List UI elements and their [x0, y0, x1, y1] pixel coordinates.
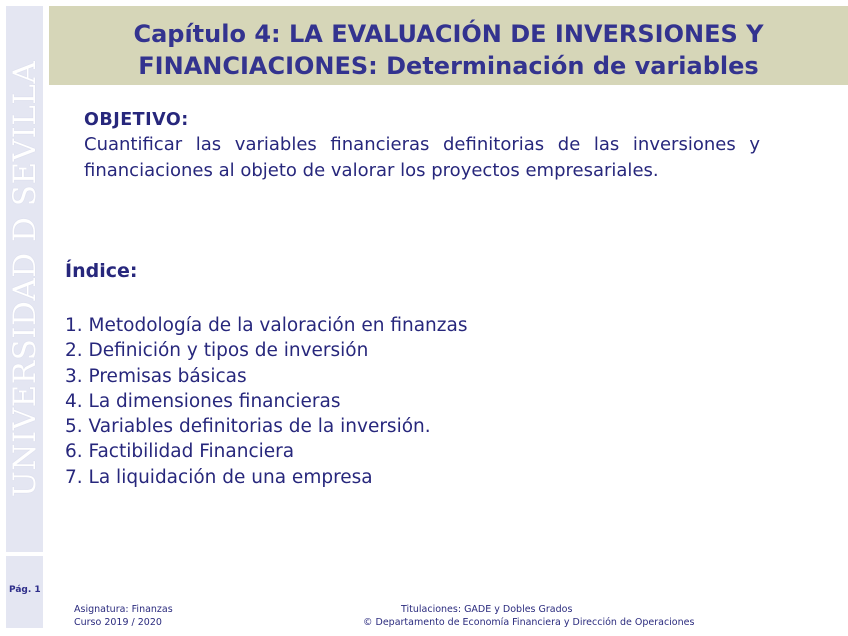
index-item: 3. Premisas básicas — [65, 365, 247, 387]
index-item: 6. Factibilidad Financiera — [65, 441, 295, 463]
footer-course-info — [74, 603, 173, 629]
index-list — [65, 313, 467, 490]
index-item: 7. La liquidación de una empresa — [65, 466, 373, 488]
university-watermark-strip — [6, 6, 43, 552]
page-number: Pág. 1 — [9, 585, 41, 595]
title-line-2: FINANCIACIONES: Determinación de variables — [138, 52, 759, 80]
index-heading: Índice: — [65, 260, 138, 282]
page-number-tab — [6, 556, 43, 628]
footer-department-info — [363, 603, 733, 629]
footer-course: Curso 2019 / 2020 — [74, 617, 162, 628]
title-banner — [49, 6, 848, 85]
objective-section — [84, 108, 760, 184]
footer-degrees: Titulaciones: GADE y Dobles Grados — [401, 604, 573, 615]
index-item: 2. Definición y tipos de inversión — [65, 340, 369, 362]
index-item: 5. Variables definitorias de la inversión. — [65, 416, 431, 438]
index-item: 1. Metodología de la valoración en finanzas — [65, 315, 468, 336]
index-item: 4. La dimensiones financieras — [65, 390, 341, 412]
footer-subject: Asignatura: Finanzas — [74, 604, 173, 615]
title-line-1: Capítulo 4: LA EVALUACIÓN DE INVERSIONES Y — [133, 20, 764, 48]
page-title — [49, 18, 848, 82]
footer-department: © Departamento de Economía Financiera y Dirección de Operaciones — [363, 617, 695, 628]
university-watermark: UNIVERSIDAD D SEVILLA — [6, 60, 43, 498]
objective-text: Cuantificar las variables financieras definitorias de las inversiones y financiaciones al objeto de valorar los proyectos empresariales. — [84, 134, 760, 181]
objective-heading: OBJETIVO: — [84, 110, 189, 130]
